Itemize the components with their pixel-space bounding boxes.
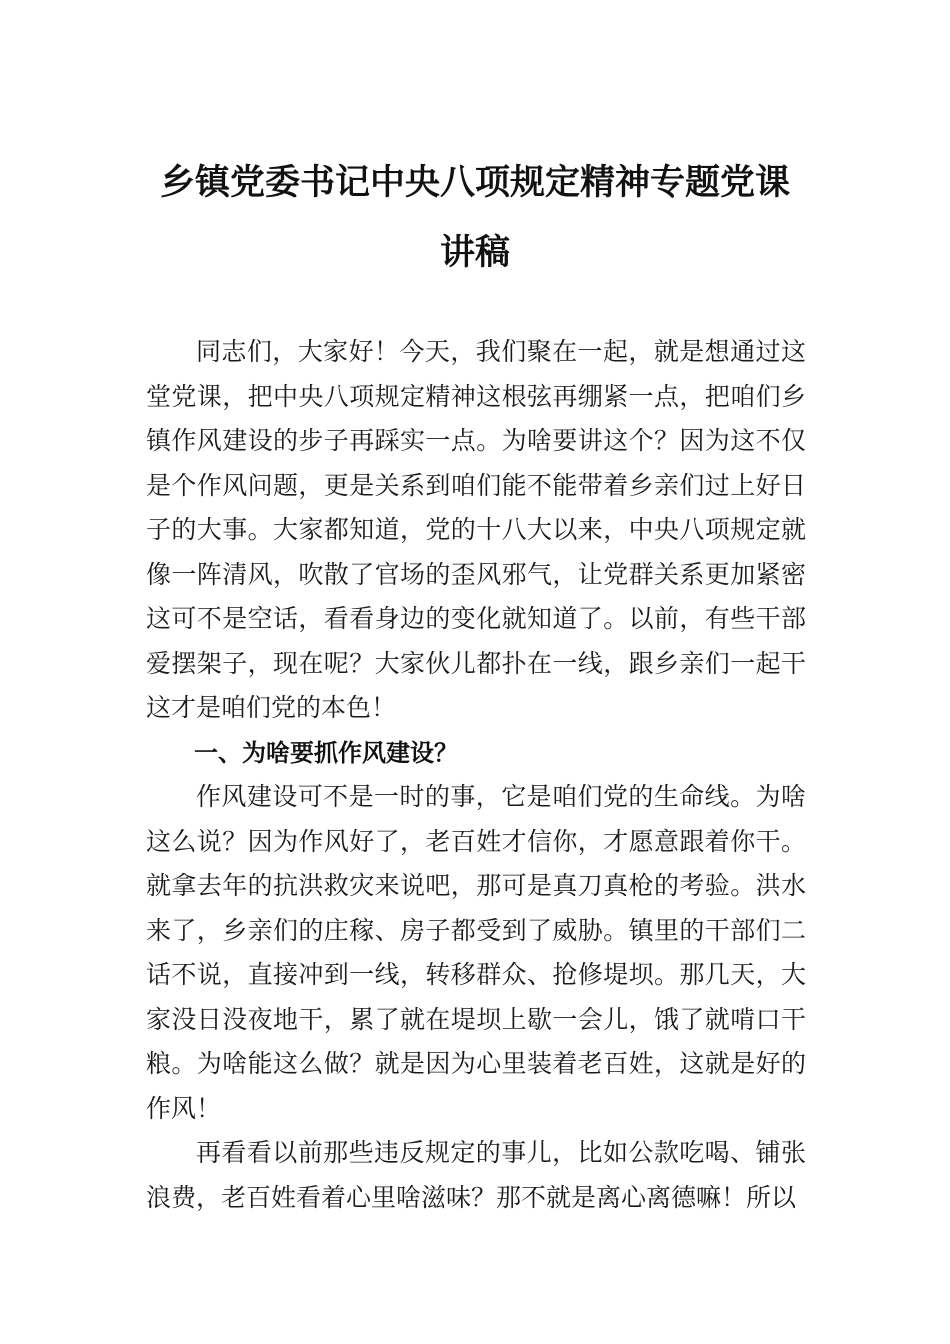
section-1-paragraph-2: 再看看以前那些违反规定的事儿，比如公款吃喝、铺张浪费，老百姓看着心里啥滋味？那不就是离心离德嘛！所以 xyxy=(146,1138,806,1212)
document-body xyxy=(146,330,806,1220)
section-heading-1: 一、为啥要抓作风建设？ xyxy=(194,738,458,767)
section-1-paragraph-1: 作风建设可不是一时的事，它是咱们党的生命线。为啥这么说？因为作风好了，老百姓才信你，才愿意跟着你干。就拿去年的抗洪救灾来说吧，那可是真刀真枪的考验。洪水来了，乡亲们的庄稼、房子都受到了威胁。镇里的干部们二话不说，直接冲到一线，转移群众、抢修堤坝。那几天，大家没日没夜地干，累了就在堤坝上歇一会儿，饿了就啃口干粮。为啥能这么做？就是因为心里装着老百姓，这就是好的作风！ xyxy=(146,782,806,1123)
document-title-line-1: 乡镇党委书记中央八项规定精神专题党课 xyxy=(159,162,790,203)
intro-paragraph: 同志们，大家好！今天，我们聚在一起，就是想通过这堂党课，把中央八项规定精神这根弦再绷紧一点，把咱们乡镇作风建设的步子再踩实一点。为啥要讲这个？因为这不仅是个作风问题，更是关系到咱们能不能带着乡亲们过上好日子的大事。大家都知道，党的十八大以来，中央八项规定就像一阵清风，吹散了官场的歪风邪气，让党群关系更加紧密这可不是空话，看看身边的变化就知道了。以前，有些干部爱摆架子，现在呢？大家伙儿都扑在一线，跟乡亲们一起干这才是咱们党的本色！ xyxy=(146,337,806,722)
document-title-line-2: 讲稿 xyxy=(439,232,510,273)
